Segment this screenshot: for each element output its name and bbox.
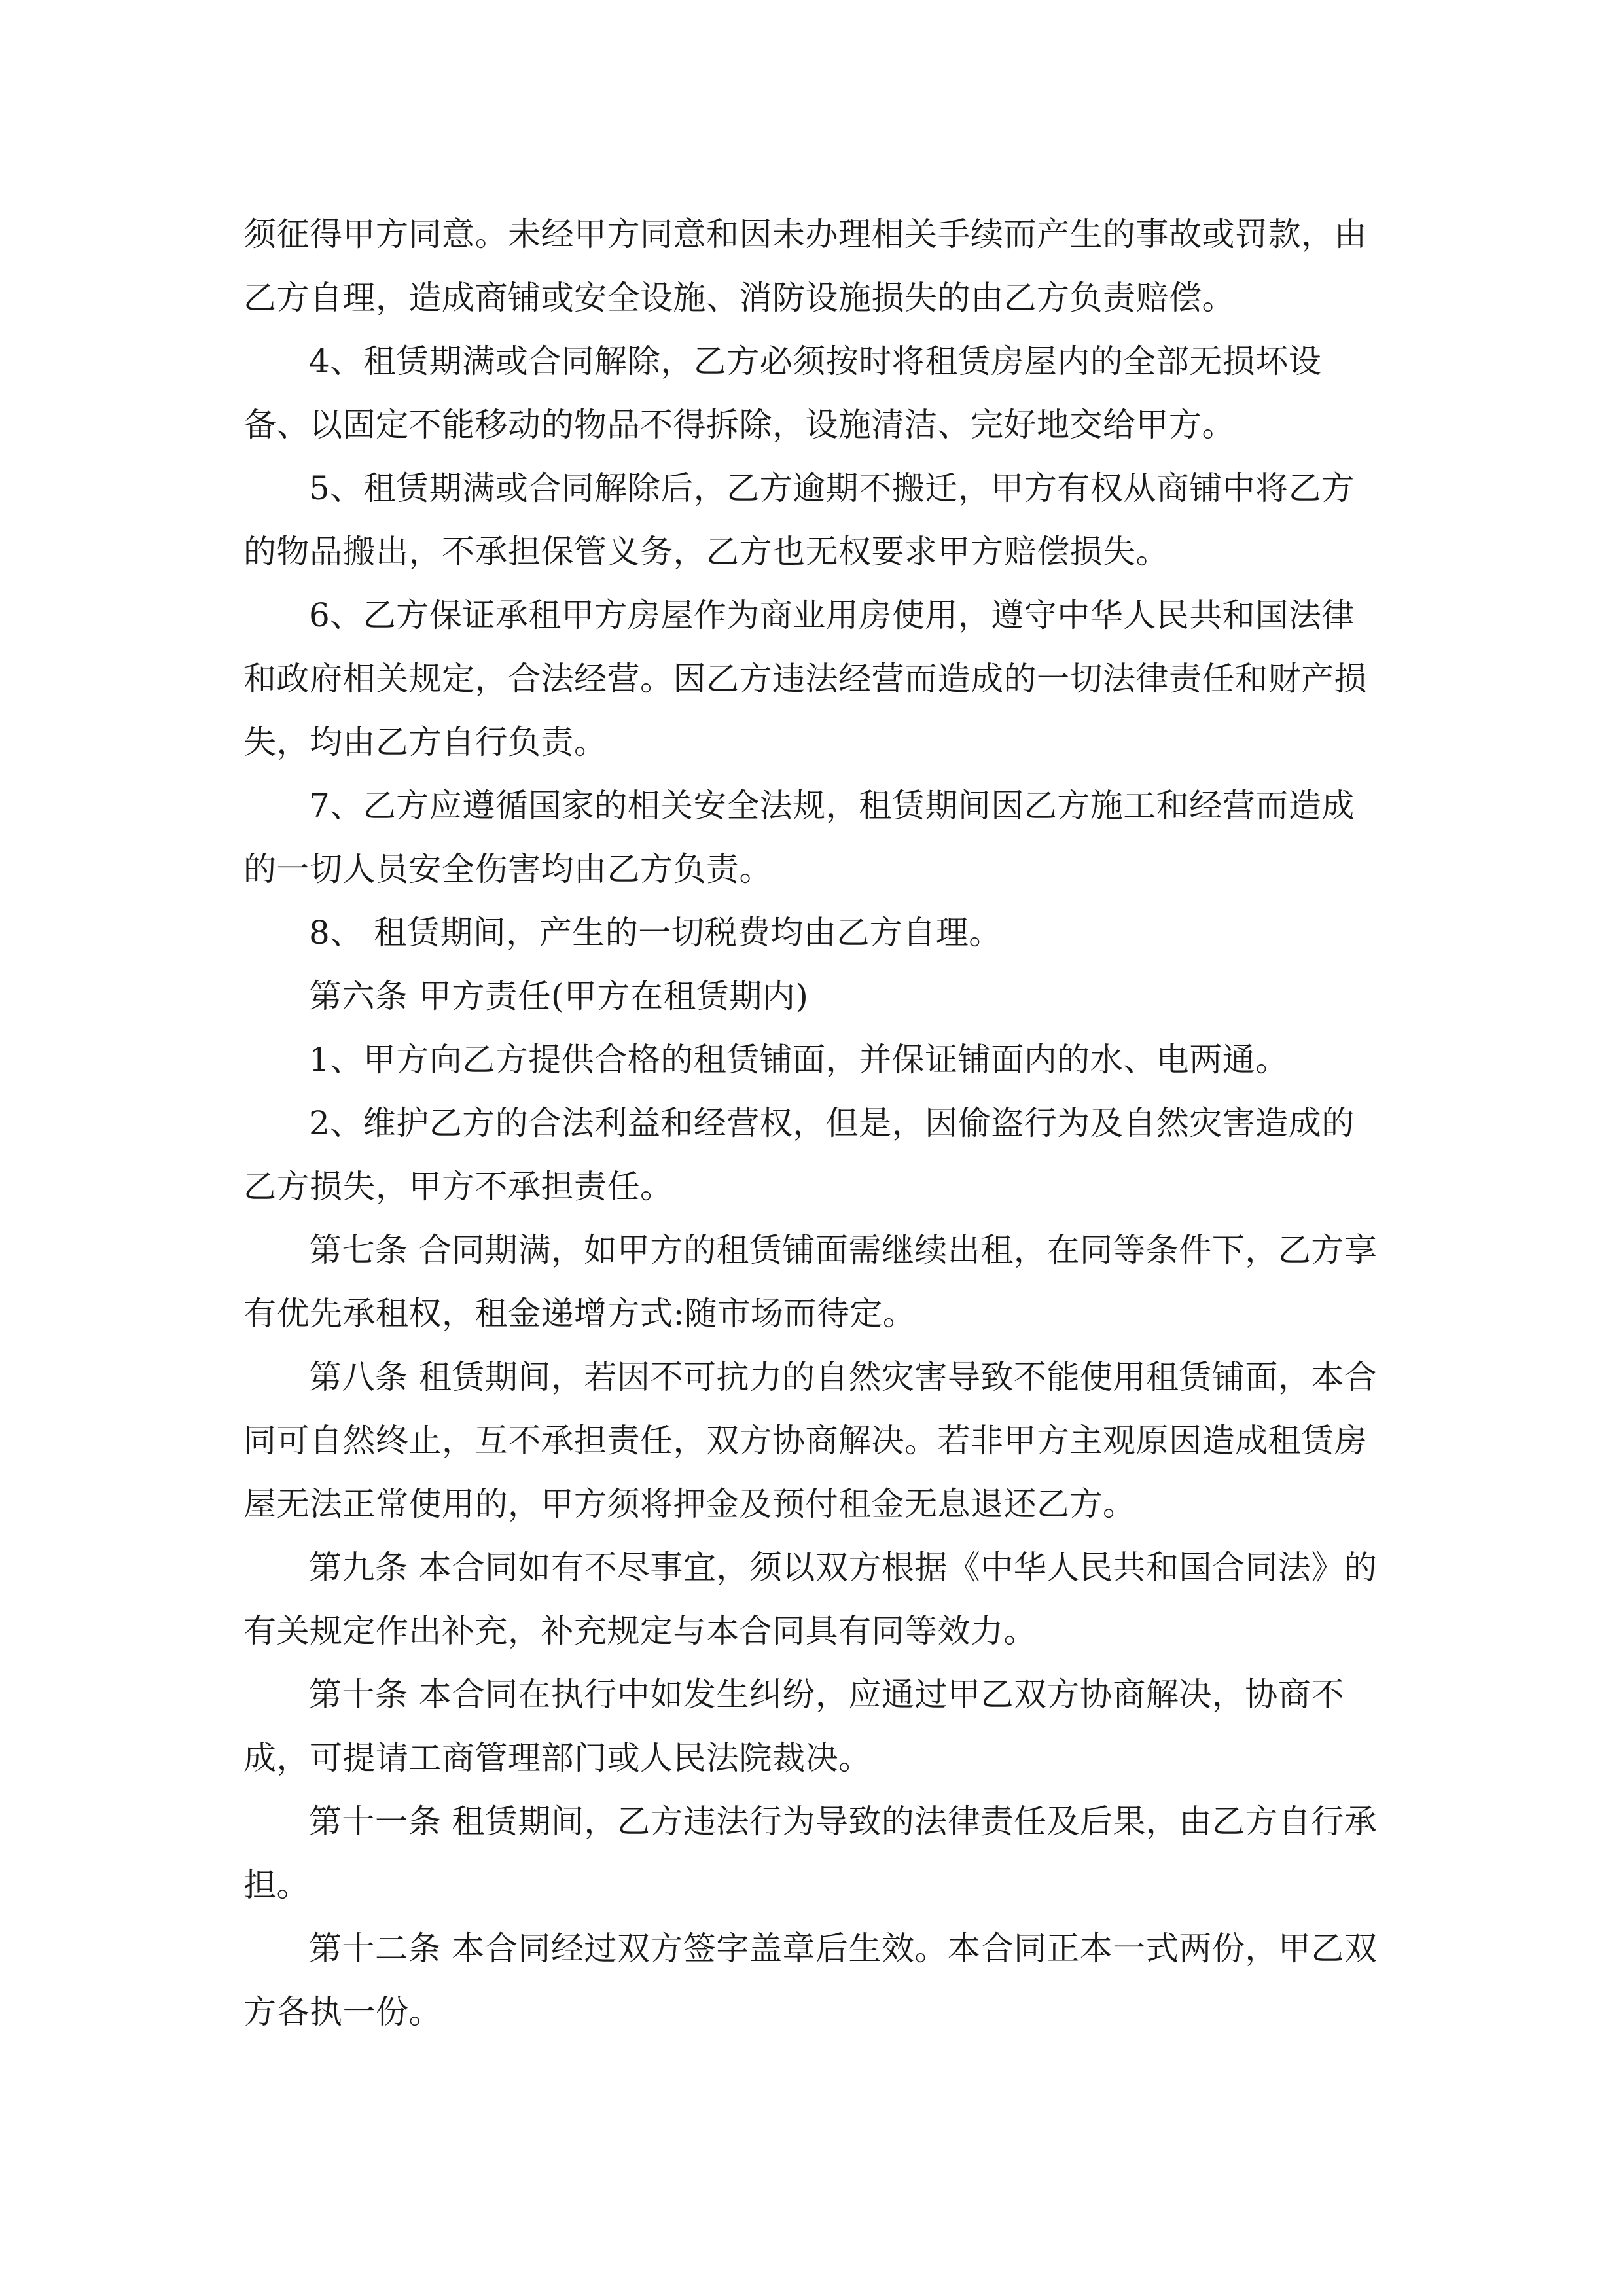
article-6-item-1: 1、甲方向乙方提供合格的租赁铺面，并保证铺面内的水、电两通。	[309, 1041, 1289, 1079]
clause-item-6: 6、乙方保证承租甲方房屋作为商业用房使用，遵守中华人民共和国法律和政府相关规定，合法经营。因乙方违法经营而造成的一切法律责任和财产损失，均由乙方自行负责。	[243, 596, 1367, 761]
article-10: 第十条 本合同在执行中如发生纠纷，应通过甲乙双方协商解决，协商不成，可提请工商管理部门或人民法院裁决。	[243, 1676, 1344, 1777]
article-12: 第十二条 本合同经过双方签字盖章后生效。本合同正本一式两份，甲乙双方各执一份。	[243, 1929, 1378, 2031]
article-8: 第八条 租赁期间，若因不可抗力的自然灾害导致不能使用租赁铺面，本合同可自然终止，互不承担责任，双方协商解决。若非甲方主观原因造成租赁房屋无法正常使用的，甲方须将押金及预付租金无息退还乙方。	[243, 1358, 1378, 1523]
clause-item-7: 7、乙方应遵循国家的相关安全法规，租赁期间因乙方施工和经营而造成的一切人员安全伤害均由乙方负责。	[243, 787, 1355, 888]
article-11: 第十一条 租赁期间，乙方违法行为导致的法律责任及后果，由乙方自行承担。	[243, 1803, 1378, 1904]
clause-item-5: 5、租赁期满或合同解除后，乙方逾期不搬迁，甲方有权从商铺中将乙方的物品搬出，不承担保管义务，乙方也无权要求甲方赔偿损失。	[243, 469, 1355, 571]
clause-item-8: 8、 租赁期间，产生的一切税费均由乙方自理。	[309, 914, 1002, 952]
article-7: 第七条 合同期满，如甲方的租赁铺面需继续出租，在同等条件下，乙方享有优先承租权，租金递增方式:随市场而待定。	[243, 1231, 1378, 1333]
clause-item-4: 4、租赁期满或合同解除，乙方必须按时将租赁房屋内的全部无损坏设备、以固定不能移动的物品不得拆除，设施清洁、完好地交给甲方。	[243, 342, 1322, 444]
paragraph-continuation: 须征得甲方同意。未经甲方同意和因未办理相关手续而产生的事故或罚款，由乙方自理，造成商铺或安全设施、消防设施损失的由乙方负责赔偿。	[243, 215, 1367, 317]
article-9: 第九条 本合同如有不尽事宜，须以双方根据《中华人民共和国合同法》的有关规定作出补充，补充规定与本合同具有同等效力。	[243, 1549, 1378, 1650]
contract-body	[243, 203, 1382, 2044]
article-6-heading: 第六条 甲方责任(甲方在租赁期内)	[309, 977, 809, 1015]
article-6-item-2: 2、维护乙方的合法利益和经营权，但是，因偷盗行为及自然灾害造成的乙方损失，甲方不承担责任。	[243, 1104, 1355, 1206]
